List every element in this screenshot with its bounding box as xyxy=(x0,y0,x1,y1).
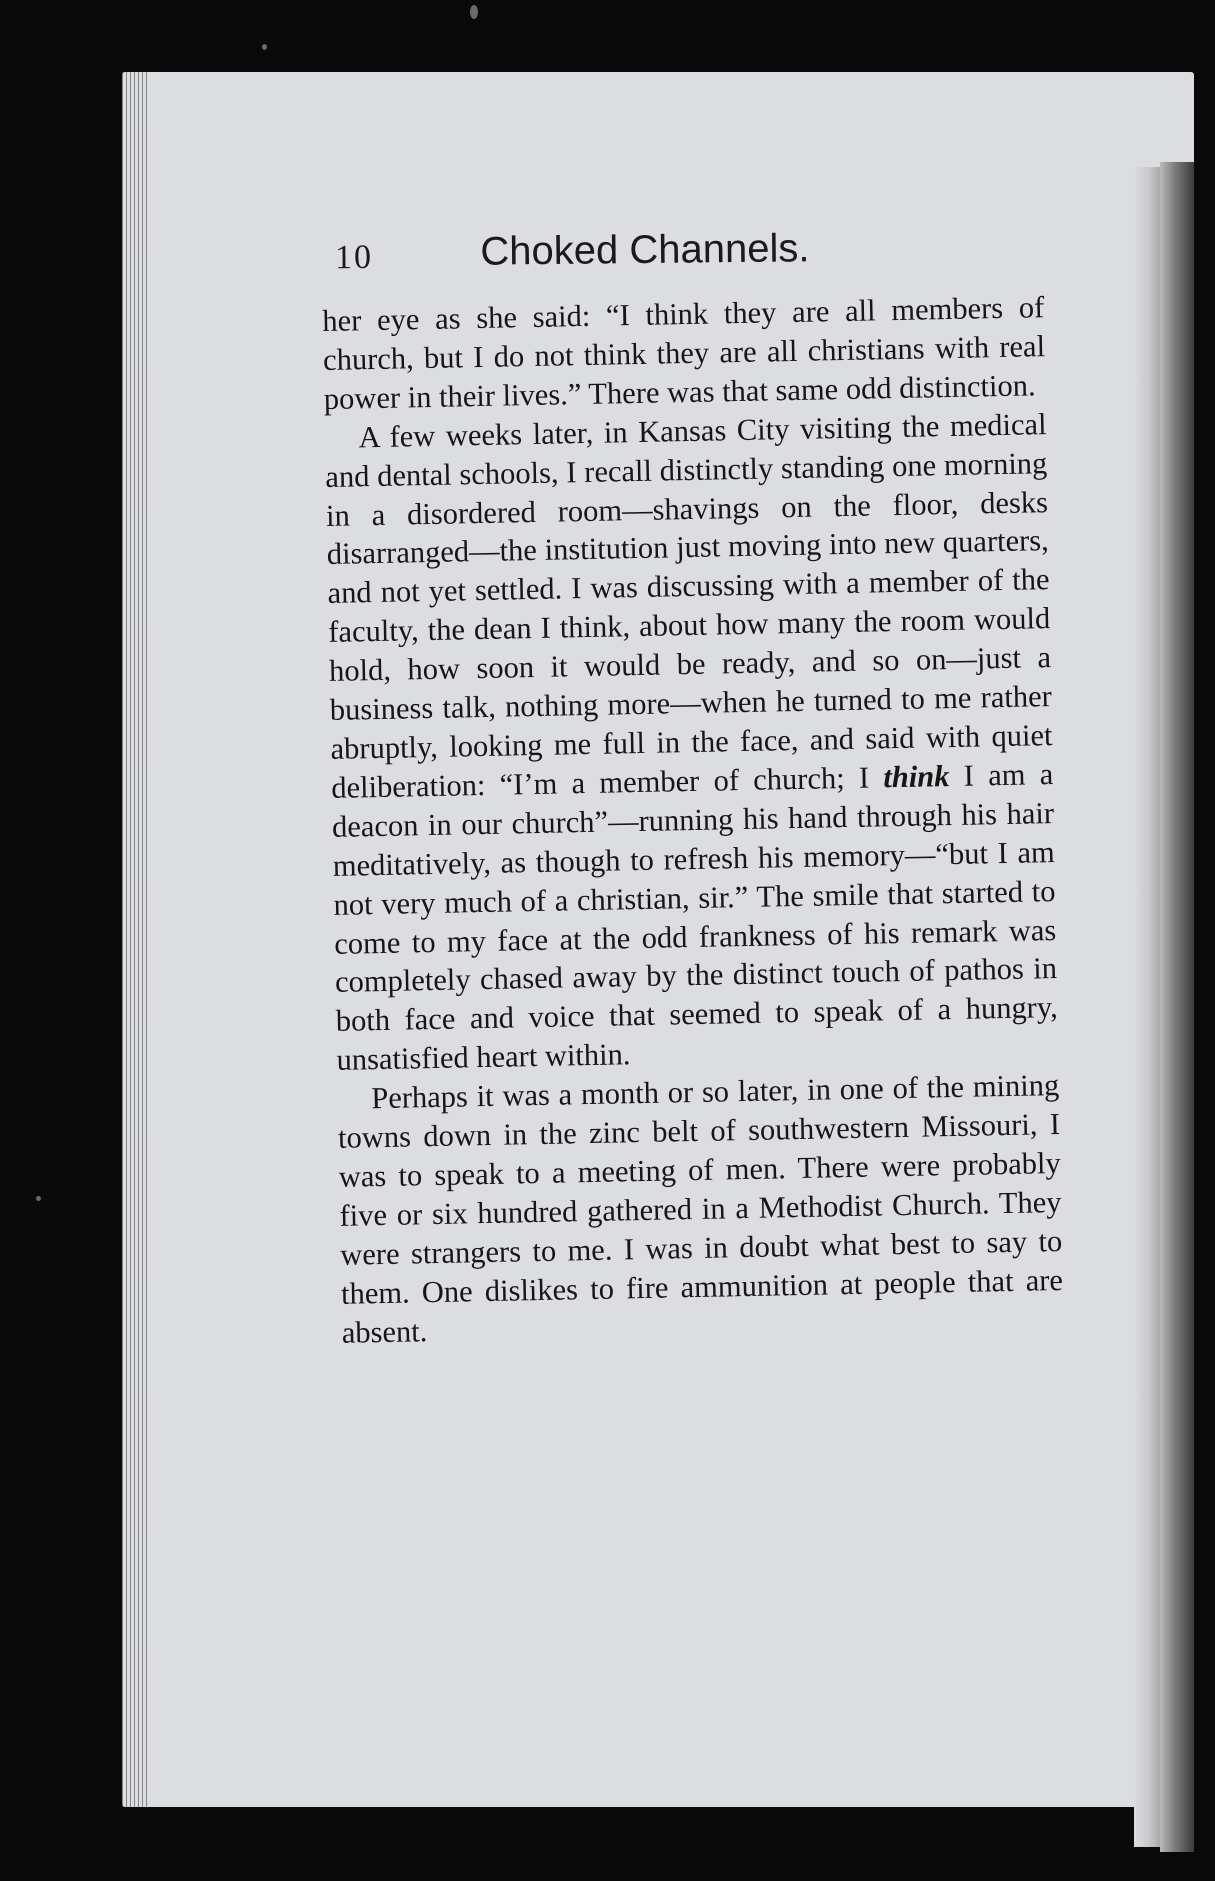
page-number: 10 xyxy=(334,238,374,277)
dust-speck xyxy=(470,5,478,19)
page-edge xyxy=(1160,162,1194,1852)
paragraph: her eye as she said: “I think they are all members of church, but I do not think they are all christians with real power in their lives.” There was that same odd distinction. xyxy=(322,290,1046,416)
running-title: Choked Channels. xyxy=(480,226,810,274)
dust-speck xyxy=(262,44,267,50)
paragraph: Perhaps it was a month or so later, in one of the mining towns down in the zinc belt of southwestern Missouri, I was to speak to a meeting of men. There were probably five or six hundred gathered in a Methodist Church. They were strangers to me. I was in doubt what best to say to them. One dislikes to fire ammunition at people that are absent. xyxy=(337,1068,1064,1350)
page-edge-shadow xyxy=(1134,167,1160,1847)
emphasized-word: think xyxy=(882,758,950,795)
page-header xyxy=(335,225,956,287)
paragraph xyxy=(324,405,1059,1080)
paragraph-text: A few weeks later, in Kansas City visiting the medical and dental schools, I recall distinctly standing one morning in a disordered room—shavings on the floor, desks disarranged—the institution just moving into new quarters, and not yet settled. I was discussing with a member of the faculty, the dean I think, about how many the room would hold, how soon it would be ready, and so on—just a business talk, nothing more—when he turned to me rather abruptly, looking me full in the face, and said with quiet deliberation: “I’m a member of church; I xyxy=(325,406,1053,805)
paragraph-text: I am a deacon in our church”—running his hand through his hair meditatively, as though to refresh his memory—“but I am not very much of a christian, sir.” The smile that started to come to my face at the odd frankness of his remark was completely chased away by the distinct touch of pathos in both face and voice that seemed to speak of a hungry, unsatisfied heart within. xyxy=(331,756,1059,1078)
dust-speck xyxy=(36,1196,41,1201)
body-text xyxy=(322,288,1064,1352)
